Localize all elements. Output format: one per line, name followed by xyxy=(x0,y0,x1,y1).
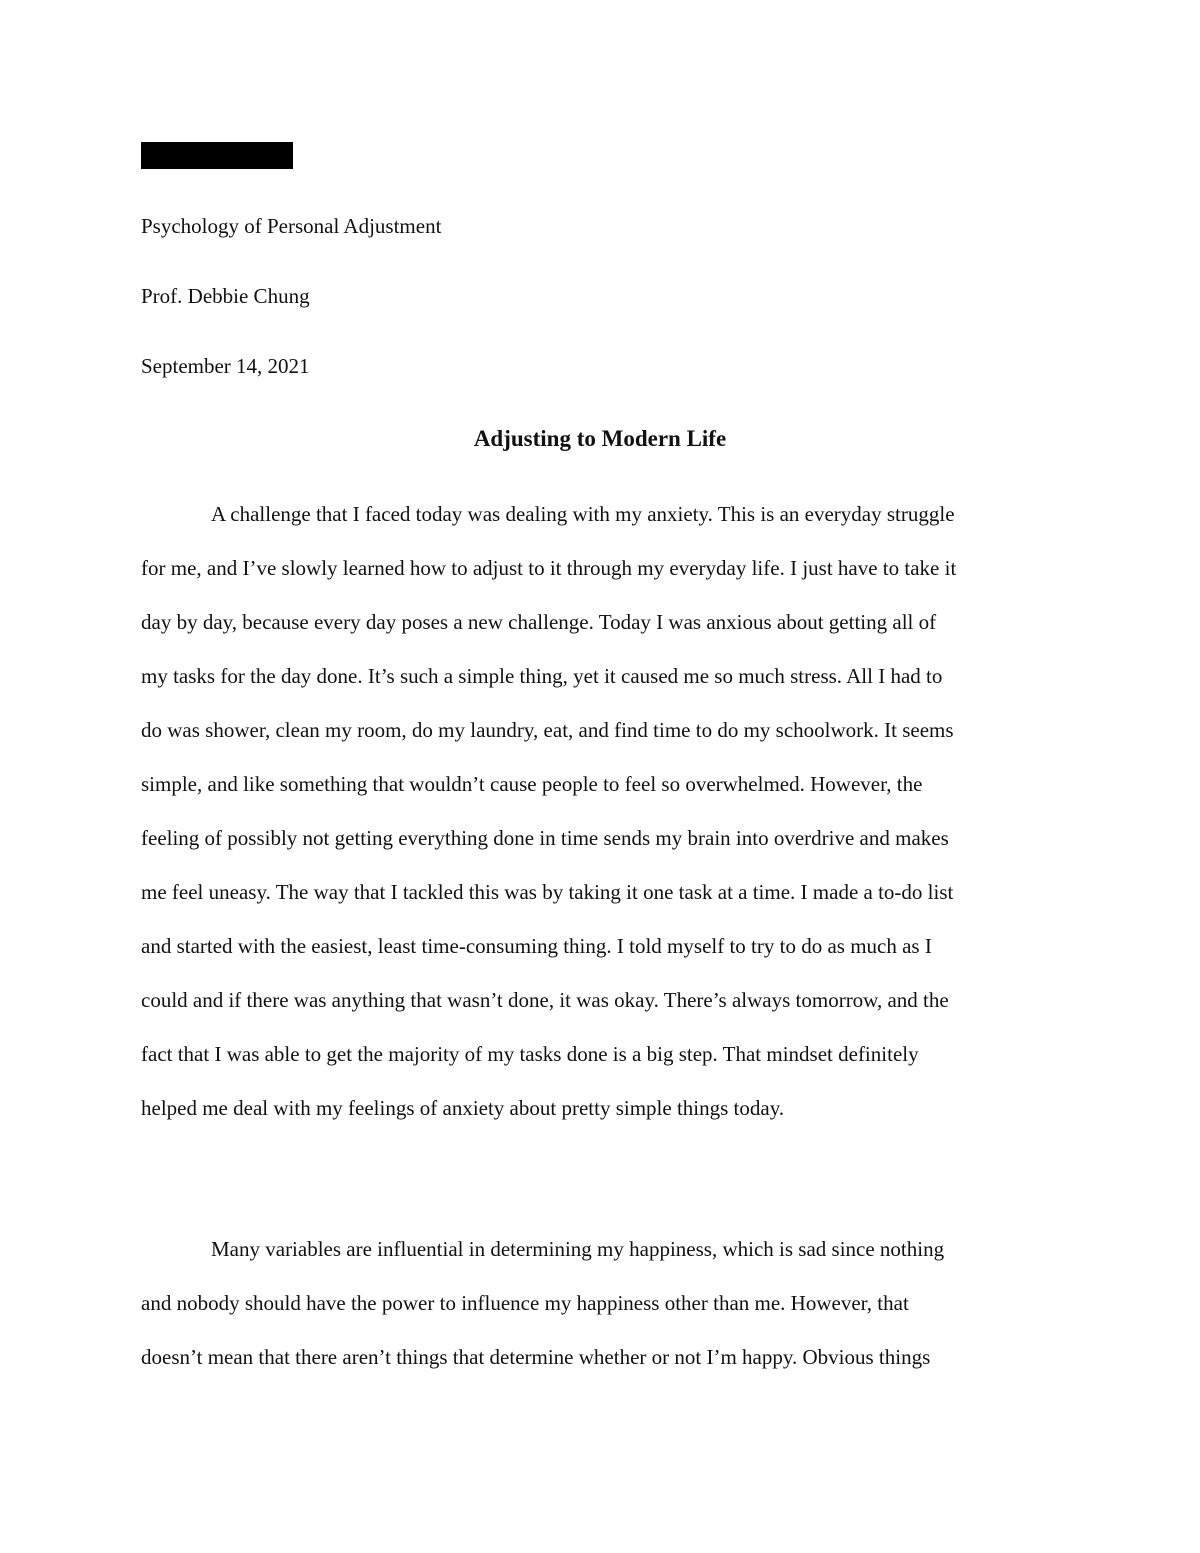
paragraph-1 xyxy=(141,487,1061,1135)
redacted-name-block xyxy=(141,142,293,169)
paragraph-line: and nobody should have the power to influence my happiness other than me. However, that xyxy=(141,1291,909,1315)
paragraph-line: could and if there was anything that wasn’t done, it was okay. There’s always tomorrow, and the xyxy=(141,988,949,1012)
paragraph-line: helped me deal with my feelings of anxiety about pretty simple things today. xyxy=(141,1096,785,1120)
professor-name: Prof. Debbie Chung xyxy=(141,284,310,308)
paragraph-line: me feel uneasy. The way that I tackled this was by taking it one task at a time. I made a to-do list xyxy=(141,880,954,904)
paragraph-line: and started with the easiest, least time-consuming thing. I told myself to try to do as much as I xyxy=(141,934,932,958)
paragraph-line: doesn’t mean that there aren’t things that determine whether or not I’m happy. Obvious things xyxy=(141,1345,931,1369)
paragraph-line: my tasks for the day done. It’s such a simple thing, yet it caused me so much stress. All I had to xyxy=(141,664,943,688)
course-name: Psychology of Personal Adjustment xyxy=(141,214,442,238)
paragraph-line: Many variables are influential in determining my happiness, which is sad since nothing xyxy=(211,1237,945,1261)
date: September 14, 2021 xyxy=(141,354,310,378)
paragraph-2 xyxy=(141,1222,1061,1384)
paragraph-line: do was shower, clean my room, do my laundry, eat, and find time to do my schoolwork. It seems xyxy=(141,718,954,742)
paragraph-line: for me, and I’ve slowly learned how to adjust to it through my everyday life. I just have to take it xyxy=(141,556,957,580)
paragraph-line: fact that I was able to get the majority of my tasks done is a big step. That mindset definitely xyxy=(141,1042,919,1066)
paragraph-line: feeling of possibly not getting everything done in time sends my brain into overdrive and makes xyxy=(141,826,949,850)
paragraph-line: day by day, because every day poses a new challenge. Today I was anxious about getting all of xyxy=(141,610,937,634)
essay-title: Adjusting to Modern Life xyxy=(473,426,727,451)
paragraph-line: simple, and like something that wouldn’t cause people to feel so overwhelmed. However, the xyxy=(141,772,923,796)
paragraph-line: A challenge that I faced today was dealing with my anxiety. This is an everyday struggle xyxy=(211,502,955,526)
